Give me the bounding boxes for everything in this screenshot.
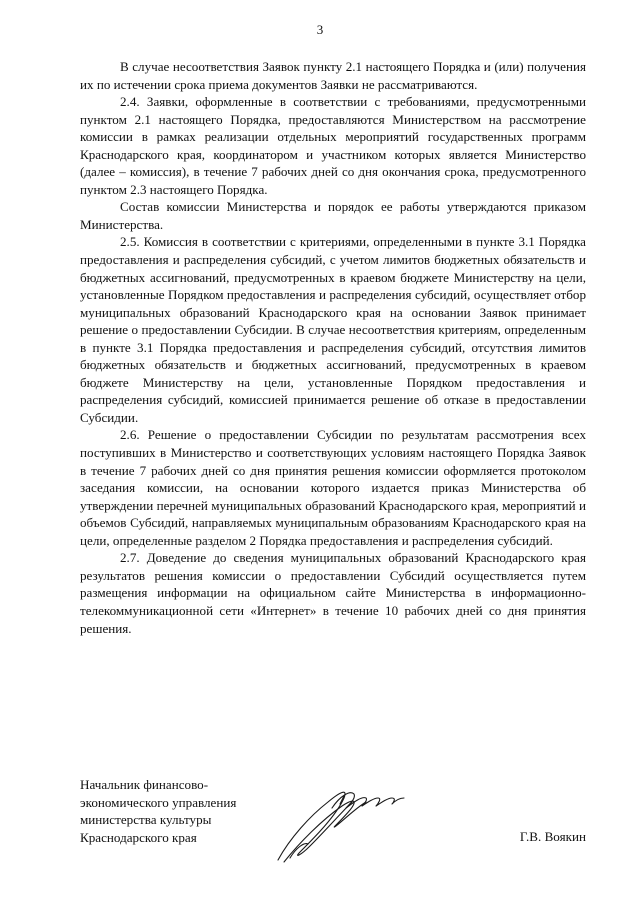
signer-title-line: Начальник финансово-: [80, 777, 209, 792]
paragraph-2-3-tail: В случае несоответствия Заявок пункту 2.1 настоящего Порядка и (или) получения их по истечении срока приема документов Заявки не рассматриваются.: [80, 59, 586, 92]
paragraph-2-6: 2.6. Решение о предоставлении Субсидии по результатам рассмотрения всех поступивших в Министерство и соответствующих условиям настоящего Порядка Заявок в течение 7 рабочих дней со дня принятия решения комиссии оформляется протоколом заседания комиссии, на основании которого издается приказ Министерства об утверждении перечней муниципальных образований Краснодарского края, мероприятий и объемов Субсидий, направляемых муниципальным образованиям Краснодарского края на цели, определенные разделом 2 Порядка предоставления и распределения субсидий.: [80, 427, 586, 548]
page-number: 3: [316, 22, 324, 37]
signer-name: Г.В. Воякин: [519, 829, 586, 844]
signature-block: [80, 776, 586, 846]
paragraph-commission-composition: Состав комиссии Министерства и порядок ее работы утверждаются приказом Министерства.: [80, 199, 586, 232]
paragraph-2-4: 2.4. Заявки, оформленные в соответствии с требованиями, предусмотренными пунктом 2.1 настоящего Порядка, предоставляются Министерством на рассмотрение комиссии в рамках реализации отдельных мероприятий государственных программ Краснодарского края, координатором и участником которых является Министерство (далее – комиссия), в течение 7 рабочих дней со дня окончания срока, предусмотренного пунктом 2.3 настоящего Порядка.: [80, 94, 586, 197]
signer-title-line: министерства культуры: [80, 812, 212, 828]
paragraph-2-5: 2.5. Комиссия в соответствии с критериями, определенными в пункте 3.1 Порядка предоставления и распределения субсидий, с учетом лимитов бюджетных обязательств и бюджетных ассигнований, предусмотренных в краевом бюджете Министерству на цели, установленные Порядком предоставления и распределения субсидий, осуществляет отбор муниципальных образований Краснодарского края на основании Заявок принимает решение о предоставлении Субсидии. В случае несоответствия критериям, определенным в пункте 3.1 Порядка предоставления и распределения субсидий, отсутствия лимитов бюджетных обязательств и бюджетных ассигнований, предусмотренных в краевом бюджете Министерству на цели, установленные Порядком предоставления и распределения субсидий, комиссией принимается решение об отказе в предоставлении Субсидии.: [80, 234, 586, 425]
signer-title-line: экономического управления: [80, 794, 237, 810]
handwritten-signature: [270, 768, 410, 868]
paragraph-2-7: 2.7. Доведение до сведения муниципальных образований Краснодарского края результатов решения комиссии о предоставлении Субсидий осуществляется путем размещения информации на официальном сайте Министерства в информационно-телекоммуникационной сети «Интернет» в течение 10 рабочих дней со дня принятия решения.: [80, 550, 586, 636]
signer-title-line: Краснодарского края: [80, 829, 197, 845]
document-body: [80, 58, 586, 637]
